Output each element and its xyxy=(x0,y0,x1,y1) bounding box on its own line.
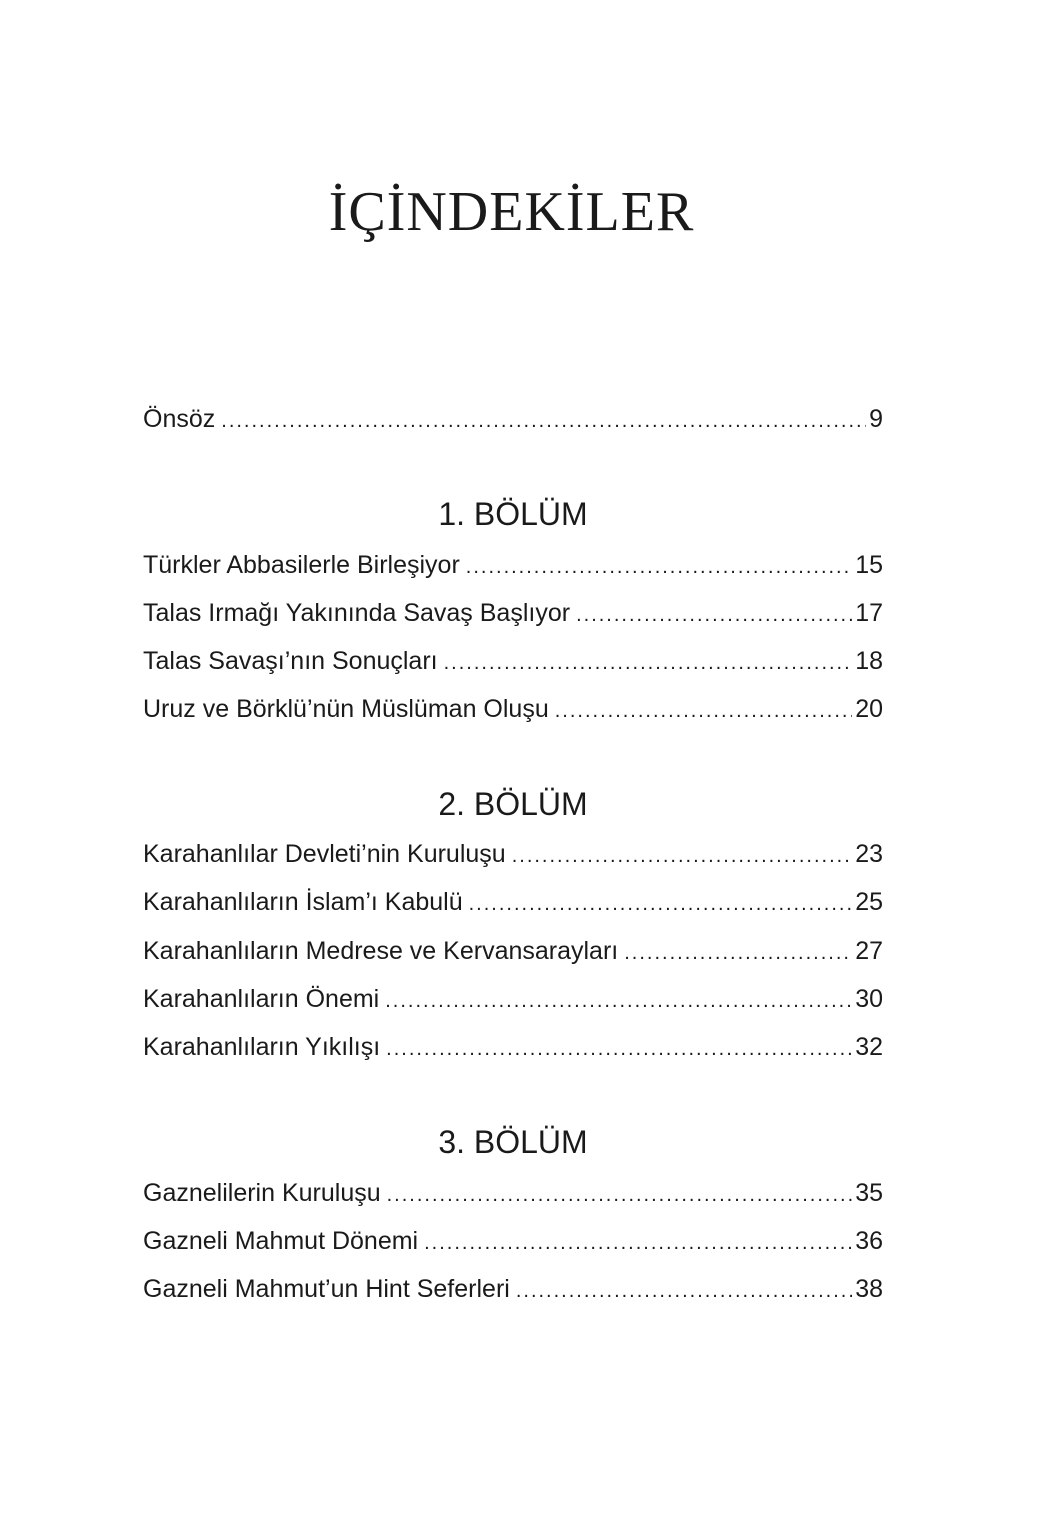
toc-entry[interactable] xyxy=(143,1177,883,1209)
toc-page-number: 20 xyxy=(855,695,883,723)
dot-leader xyxy=(444,647,853,679)
toc-entry[interactable] xyxy=(143,983,883,1015)
section-heading-2: 2. BÖLÜM xyxy=(438,786,588,822)
toc-entry[interactable] xyxy=(143,597,883,629)
toc-page-number: 18 xyxy=(855,647,883,675)
dot-leader xyxy=(424,1227,852,1259)
toc-page-number: 25 xyxy=(855,888,883,916)
toc-page-number: 27 xyxy=(855,937,883,965)
toc-page-number: 36 xyxy=(855,1227,883,1255)
dot-leader xyxy=(221,405,866,437)
toc-entry[interactable] xyxy=(143,1031,883,1063)
toc-entry[interactable] xyxy=(143,838,883,870)
toc-entry-title: Karahanlıların Önemi xyxy=(143,985,380,1013)
dot-leader xyxy=(469,888,853,920)
page-title: İÇİNDEKİLER xyxy=(328,181,695,243)
section-heading-1: 1. BÖLÜM xyxy=(438,496,588,532)
toc-page-number: 30 xyxy=(855,985,883,1013)
dot-leader xyxy=(385,985,852,1017)
toc-entry-title: Karahanlıların Yıkılışı xyxy=(143,1033,381,1061)
toc-entry[interactable] xyxy=(143,935,883,967)
toc-entry[interactable] xyxy=(143,693,883,725)
toc-entry-title: Türkler Abbasilerle Birleşiyor xyxy=(143,551,460,579)
dot-leader xyxy=(386,1033,852,1065)
toc-entry[interactable] xyxy=(143,1225,883,1257)
toc-entry-title: Gaznelilerin Kuruluşu xyxy=(143,1179,381,1207)
toc-entry[interactable] xyxy=(143,645,883,677)
toc-entry[interactable] xyxy=(143,886,883,918)
toc-entry-title: Talas Irmağı Yakınında Savaş Başlıyor xyxy=(143,599,571,627)
toc-entry-title: Önsöz xyxy=(143,405,216,433)
toc-entry-title: Karahanlıların Medrese ve Kervansarayları xyxy=(143,937,619,965)
toc-entry-preface[interactable] xyxy=(143,403,883,435)
dot-leader xyxy=(624,937,852,969)
dot-leader xyxy=(512,840,852,872)
toc-entry-title: Gazneli Mahmut Dönemi xyxy=(143,1227,419,1255)
toc-page-number: 23 xyxy=(855,840,883,868)
dot-leader xyxy=(387,1179,853,1211)
section-heading-3: 3. BÖLÜM xyxy=(438,1124,588,1160)
toc-entry-title: Karahanlılar Devleti’nin Kuruluşu xyxy=(143,840,506,868)
toc-entry-title: Talas Savaşı’nın Sonuçları xyxy=(143,647,438,675)
toc-entry[interactable] xyxy=(143,1273,883,1305)
toc-page-number: 9 xyxy=(869,405,883,433)
toc-entry-title: Gazneli Mahmut’un Hint Seferleri xyxy=(143,1275,510,1303)
toc-page-number: 15 xyxy=(855,551,883,579)
toc-page-number: 35 xyxy=(855,1179,883,1207)
toc-page-number: 38 xyxy=(855,1275,883,1303)
toc-page-number: 17 xyxy=(855,599,883,627)
dot-leader xyxy=(516,1275,852,1307)
toc-entry[interactable] xyxy=(143,549,883,581)
toc-entry-title: Uruz ve Börklü’nün Müslüman Oluşu xyxy=(143,695,549,723)
dot-leader xyxy=(466,551,852,583)
toc-page-number: 32 xyxy=(855,1033,883,1061)
dot-leader xyxy=(576,599,852,631)
toc-entry-title: Karahanlıların İslam’ı Kabulü xyxy=(143,888,463,916)
dot-leader xyxy=(555,695,852,727)
